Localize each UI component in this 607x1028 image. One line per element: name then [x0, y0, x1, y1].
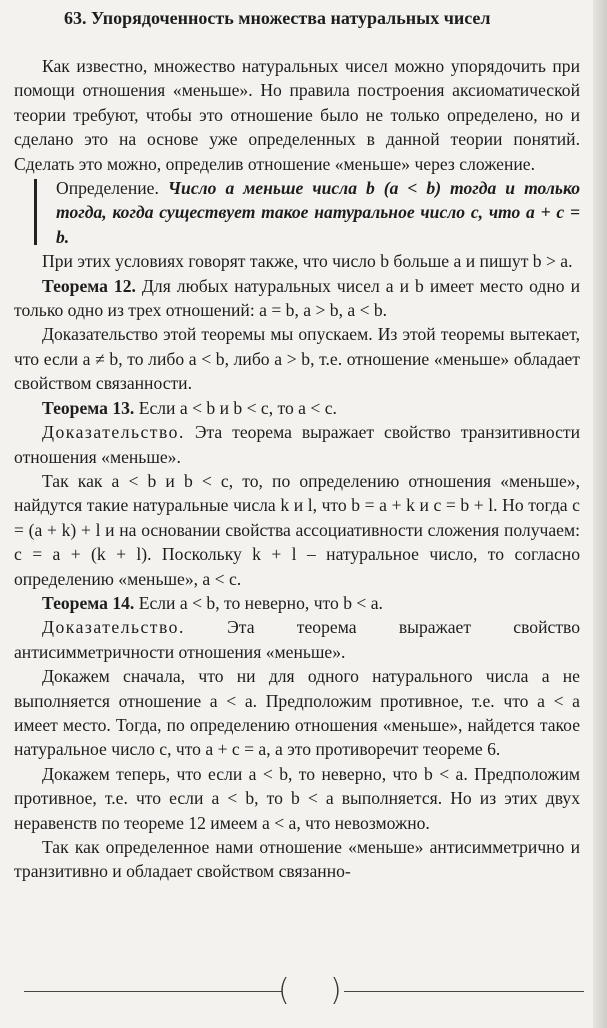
page-content: [14, 54, 580, 884]
theorem-13-text: Если a < b и b < c, то a < c.: [134, 397, 337, 418]
paragraph-greater: При этих условиях говорят также, что число b больше a и пишут b > a.: [42, 251, 573, 272]
theorem-14-label: Теорема 14.: [42, 592, 135, 613]
proof-14: [14, 615, 580, 664]
definition-text: Число a меньше числа b (a < b) тогда и только тогда, когда существует такое натуральное число c, что a + c = b.: [56, 178, 581, 247]
paragraph-intro: Как известно, множество натуральных чисел можно упорядочить при помощи отношения «меньше». Но правила построения аксиоматической теории требуют, чтобы это отношение было не только определено, но и сделано это на основе уже определенных в данной теории понятий. Сделать это можно, определив отношение «меньше» через сложение.: [14, 56, 580, 174]
definition-bar: [34, 179, 37, 245]
page-footer: [0, 972, 607, 1012]
paragraph-irreflexive: Докажем сначала, что ни для одного натурального числа a не выполняется отношение a < a. Предположим противное, т.е. что a < a имеет место. Тогда, по определению отношения «меньше», найдется такое натуральное число c, что a + c = a, а это противоречит теореме 6.: [14, 666, 580, 760]
footer-right-bracket: ): [330, 973, 342, 1008]
page-edge: [593, 0, 607, 1028]
theorem-12-label: Теорема 12.: [42, 275, 136, 296]
theorem-14-text: Если a < b, то неверно, что b < a.: [134, 592, 383, 613]
proof-13-label: Доказательство.: [42, 422, 185, 443]
footer-left-bracket: (: [278, 973, 290, 1008]
theorem-12-text: Для любых натуральных чисел a и b имеет место одно и только одно из трех отношений: a = b, a > b, a < b.: [14, 275, 580, 321]
paragraph-antisymmetry: Докажем теперь, что если a < b, то неверно, что b < a. Предположим противное, т.е. что если a < b, то b < a выполняется. Но из этих двух неравенств по теореме 12 имеем a < a, что невозможно.: [14, 763, 580, 833]
theorem-13-label: Теорема 13.: [42, 397, 135, 418]
section-title: 63. Упорядоченность множества натуральных чисел: [64, 8, 491, 28]
proof-14-label: Доказательство.: [42, 617, 185, 638]
paragraph-connectedness: Доказательство этой теоремы мы опускаем. Из этой теоремы вытекает, что если a ≠ b, то либо a < b, либо a > b, т.е. отношение «меньше» обладает свойством связанности.: [14, 324, 580, 394]
footer-rule-right: [344, 991, 584, 992]
paragraph-transitivity: Так как a < b и b < c, то, по определению отношения «меньше», найдутся такие натуральные числа k и l, что b = a + k и c = b + l. Но тогда c = (a + k) + l и на основании свойства ассоциативности сложения получаем: c = a + (k + l). Поскольку k + l – натуральное число, то согласно определению «меньше», a < c.: [14, 470, 580, 589]
proof-14-text: Эта теорема выражает свойство антисимметричности отношения «меньше».: [14, 617, 580, 662]
paragraph-conclusion: Так как определенное нами отношение «меньше» антисимметрично и транзитивно и обладает свойством связанно-: [14, 837, 580, 882]
theorem-12: [14, 274, 580, 323]
footer-rule-left: [24, 991, 282, 992]
proof-13: [14, 420, 580, 469]
theorem-14: [14, 591, 580, 615]
proof-13-text: Эта теорема выражает свойство транзитивности отношения «меньше».: [14, 422, 580, 467]
definition-label: Определение.: [56, 178, 168, 199]
definition-block: [14, 176, 580, 249]
theorem-13: [14, 396, 580, 420]
